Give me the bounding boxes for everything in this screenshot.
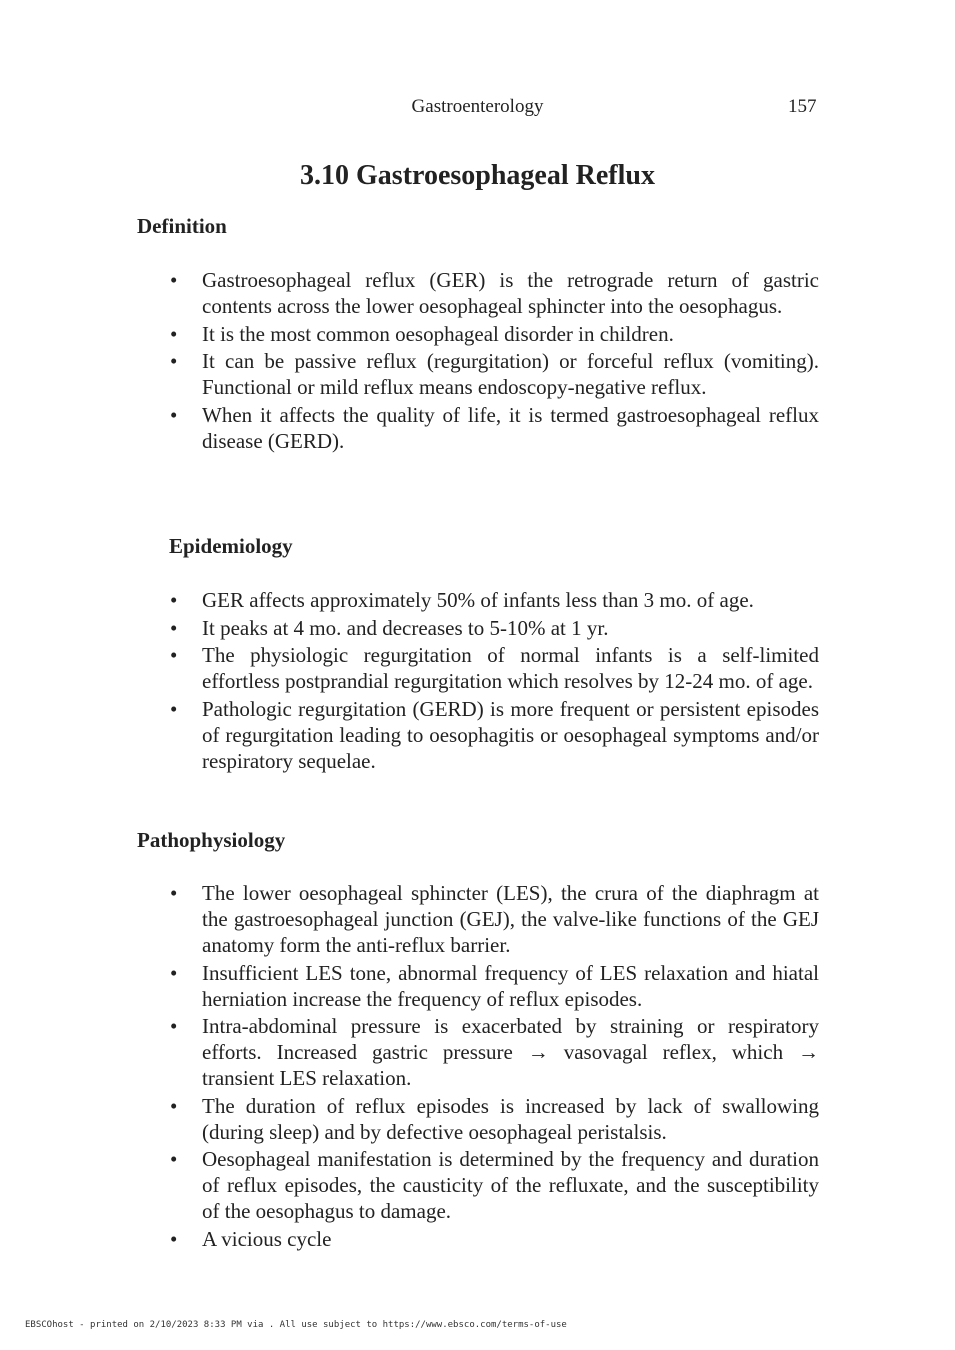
list-item-text: Intra-abdominal pressure is exacerbated by straining or respiratory efforts. Increased gastric pressure → vasovagal reflex, which → transient LES relaxation. bbox=[202, 1014, 819, 1090]
list-item-text: It is the most common oesophageal disorder in children. bbox=[202, 321, 674, 346]
definition-list bbox=[137, 267, 819, 454]
list-item bbox=[137, 1146, 819, 1224]
bullet-icon: • bbox=[170, 1226, 178, 1251]
bullet-icon: • bbox=[170, 881, 178, 905]
list-item bbox=[137, 960, 819, 1012]
bullet-icon: • bbox=[170, 349, 178, 373]
list-item bbox=[137, 402, 819, 454]
running-header bbox=[0, 96, 955, 122]
bullet-icon: • bbox=[170, 321, 178, 346]
bullet-icon: • bbox=[170, 960, 178, 985]
list-item bbox=[137, 642, 819, 694]
list-item bbox=[137, 1226, 819, 1252]
list-item-text: It can be passive reflux (regurgitation) or forceful reflux (vomiting). Functional or mild reflux means endoscopy-negative reflux. bbox=[202, 349, 819, 399]
bullet-icon: • bbox=[170, 1147, 178, 1171]
bullet-icon: • bbox=[170, 643, 178, 667]
list-item-text: The lower oesophageal sphincter (LES), the crura of the diaphragm at the gastroesophageal junction (GEJ), the valve-like functions of the GEJ anatomy form the anti-reflux barrier. bbox=[202, 881, 819, 957]
chapter-title: 3.10 Gastroesophageal Reflux bbox=[300, 160, 655, 191]
bullet-icon: • bbox=[170, 402, 178, 427]
bullet-icon: • bbox=[170, 696, 178, 721]
bullet-icon: • bbox=[170, 615, 178, 640]
list-item bbox=[137, 321, 819, 347]
list-item bbox=[137, 880, 819, 958]
section-heading-definition: Definition bbox=[137, 214, 227, 238]
list-item-text: The physiologic regurgitation of normal infants is a self-limited effortless postprandial regurgitation which resolves by 12-24 mo. of age. bbox=[202, 643, 819, 693]
bullet-icon: • bbox=[170, 588, 178, 612]
bullet-icon: • bbox=[170, 1093, 178, 1118]
running-title: Gastroenterology bbox=[411, 96, 544, 117]
page-number: 157 bbox=[788, 96, 817, 117]
list-item bbox=[137, 587, 819, 613]
list-item-text: A vicious cycle bbox=[202, 1226, 332, 1251]
section-heading-pathophysiology: Pathophysiology bbox=[137, 828, 286, 852]
list-item-text: Insufficient LES tone, abnormal frequency of LES relaxation and hiatal herniation increase the frequency of reflux episodes. bbox=[202, 960, 819, 1011]
list-item-text: Oesophageal manifestation is determined by the frequency and duration of reflux episodes, the causticity of the refluxate, and the susceptibility of the oesophagus to damage. bbox=[202, 1147, 819, 1223]
bullet-icon: • bbox=[170, 268, 178, 292]
list-item-text: GER affects approximately 50% of infants less than 3 mo. of age. bbox=[202, 588, 754, 612]
print-footer: EBSCOhost - printed on 2/10/2023 8:33 PM via . All use subject to https://www.ebsco.com/terms-of-use bbox=[25, 1320, 567, 1330]
epidemiology-list bbox=[137, 587, 819, 774]
list-item-text: The duration of reflux episodes is increased by lack of swallowing (during sleep) and by defective oesophageal peristalsis. bbox=[202, 1093, 819, 1144]
list-item-text: It peaks at 4 mo. and decreases to 5-10% at 1 yr. bbox=[202, 615, 609, 640]
list-item bbox=[137, 1013, 819, 1091]
pathophysiology-list bbox=[137, 880, 819, 1252]
list-item bbox=[137, 267, 819, 319]
list-item-text: Pathologic regurgitation (GERD) is more frequent or persistent episodes of regurgitation leading to oesophagitis or oesophageal symptoms and/or respiratory sequelae. bbox=[202, 696, 819, 773]
list-item-text: Gastroesophageal reflux (GER) is the retrograde return of gastric contents across the lower oesophageal sphincter into the oesophagus. bbox=[202, 268, 819, 318]
list-item bbox=[137, 696, 819, 774]
bullet-icon: • bbox=[170, 1014, 178, 1038]
list-item bbox=[137, 615, 819, 641]
section-heading-epidemiology: Epidemiology bbox=[169, 534, 293, 558]
list-item bbox=[137, 1093, 819, 1145]
list-item bbox=[137, 348, 819, 400]
list-item-text: When it affects the quality of life, it is termed gastroesophageal reflux disease (GERD). bbox=[202, 402, 819, 453]
